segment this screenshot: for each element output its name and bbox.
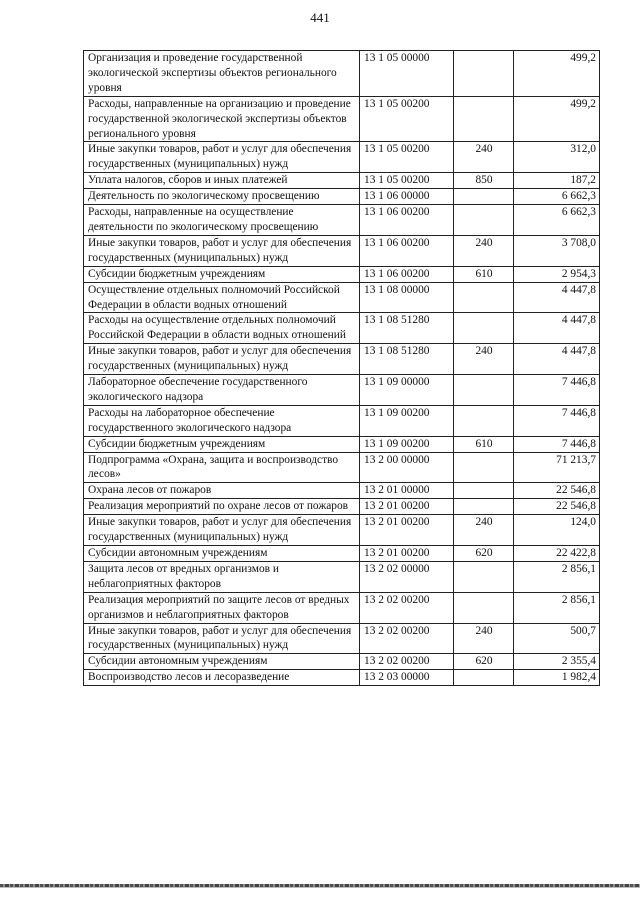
row-code-cell: 13 2 00 00000 (360, 452, 454, 483)
row-code-cell: 13 1 09 00200 (360, 405, 454, 436)
row-name-cell: Субсидии автономным учреждениям (84, 654, 360, 670)
row-name-cell: Иные закупки товаров, работ и услуг для обеспечения государственных (муниципальных) нужд (84, 623, 360, 654)
row-sum-cell: 3 708,0 (514, 235, 600, 266)
row-expense-type-cell: 240 (454, 515, 514, 546)
row-name-cell: Расходы на лабораторное обеспечение государственного экологического надзора (84, 405, 360, 436)
table-row (84, 173, 600, 189)
table-row (84, 313, 600, 344)
budget-table-body (84, 51, 600, 686)
row-sum-cell: 2 954,3 (514, 266, 600, 282)
row-expense-type-cell: 240 (454, 235, 514, 266)
row-name-cell: Иные закупки товаров, работ и услуг для обеспечения государственных (муниципальных) нужд (84, 515, 360, 546)
row-code-cell: 13 2 01 00200 (360, 515, 454, 546)
table-row (84, 344, 600, 375)
row-sum-cell: 22 546,8 (514, 483, 600, 499)
row-sum-cell: 500,7 (514, 623, 600, 654)
row-code-cell: 13 2 01 00000 (360, 483, 454, 499)
row-expense-type-cell: 240 (454, 142, 514, 173)
table-row (84, 282, 600, 313)
row-code-cell: 13 1 05 00200 (360, 142, 454, 173)
row-sum-cell: 312,0 (514, 142, 600, 173)
table-row (84, 670, 600, 686)
row-name-cell: Реализация мероприятий по охране лесов от пожаров (84, 499, 360, 515)
table-row (84, 561, 600, 592)
row-name-cell: Субсидии автономным учреждениям (84, 546, 360, 562)
row-sum-cell: 7 446,8 (514, 436, 600, 452)
row-expense-type-cell: 850 (454, 173, 514, 189)
table-row (84, 405, 600, 436)
table-row (84, 51, 600, 97)
row-name-cell: Осуществление отдельных полномочий Российской Федерации в области водных отношений (84, 282, 360, 313)
table-row (84, 623, 600, 654)
row-sum-cell: 499,2 (514, 96, 600, 142)
row-code-cell: 13 1 05 00000 (360, 51, 454, 97)
table-row (84, 205, 600, 236)
row-sum-cell: 22 546,8 (514, 499, 600, 515)
page-number: 441 (310, 10, 330, 25)
table-row (84, 452, 600, 483)
row-code-cell: 13 2 01 00200 (360, 499, 454, 515)
row-expense-type-cell (454, 96, 514, 142)
row-sum-cell: 6 662,3 (514, 189, 600, 205)
row-sum-cell: 4 447,8 (514, 344, 600, 375)
row-expense-type-cell (454, 313, 514, 344)
row-code-cell: 13 1 05 00200 (360, 96, 454, 142)
table-row (84, 436, 600, 452)
row-sum-cell: 6 662,3 (514, 205, 600, 236)
row-expense-type-cell (454, 375, 514, 406)
row-expense-type-cell (454, 483, 514, 499)
row-name-cell: Субсидии бюджетным учреждениям (84, 266, 360, 282)
row-sum-cell: 22 422,8 (514, 546, 600, 562)
row-expense-type-cell: 240 (454, 623, 514, 654)
row-code-cell: 13 1 06 00200 (360, 205, 454, 236)
table-row (84, 499, 600, 515)
row-expense-type-cell: 610 (454, 436, 514, 452)
row-code-cell: 13 2 02 00200 (360, 623, 454, 654)
table-row (84, 592, 600, 623)
row-code-cell: 13 1 06 00000 (360, 189, 454, 205)
row-sum-cell: 1 982,4 (514, 670, 600, 686)
row-expense-type-cell (454, 282, 514, 313)
row-sum-cell: 2 355,4 (514, 654, 600, 670)
row-name-cell: Расходы, направленные на осуществление деятельности по экологическому просвещению (84, 205, 360, 236)
row-expense-type-cell: 620 (454, 546, 514, 562)
row-sum-cell: 4 447,8 (514, 313, 600, 344)
row-name-cell: Реализация мероприятий по защите лесов от вредных организмов и неблагоприятных факторов (84, 592, 360, 623)
row-sum-cell: 499,2 (514, 51, 600, 97)
row-code-cell: 13 1 05 00200 (360, 173, 454, 189)
row-code-cell: 13 1 06 00200 (360, 266, 454, 282)
row-expense-type-cell (454, 405, 514, 436)
row-name-cell: Иные закупки товаров, работ и услуг для обеспечения государственных (муниципальных) нужд (84, 142, 360, 173)
row-name-cell: Воспроизводство лесов и лесоразведение (84, 670, 360, 686)
row-name-cell: Расходы, направленные на организацию и проведение государственной экологической экспертизы объектов регионального уровня (84, 96, 360, 142)
row-expense-type-cell: 610 (454, 266, 514, 282)
row-name-cell: Деятельность по экологическому просвещению (84, 189, 360, 205)
table-row (84, 515, 600, 546)
row-sum-cell: 124,0 (514, 515, 600, 546)
row-expense-type-cell (454, 561, 514, 592)
row-name-cell: Иные закупки товаров, работ и услуг для обеспечения государственных (муниципальных) нужд (84, 344, 360, 375)
table-row (84, 546, 600, 562)
row-expense-type-cell: 240 (454, 344, 514, 375)
row-name-cell: Организация и проведение государственной экологической экспертизы объектов регионального уровня (84, 51, 360, 97)
table-row (84, 266, 600, 282)
row-code-cell: 13 2 02 00000 (360, 561, 454, 592)
row-code-cell: 13 1 08 51280 (360, 313, 454, 344)
table-row (84, 654, 600, 670)
row-expense-type-cell (454, 51, 514, 97)
row-sum-cell: 4 447,8 (514, 282, 600, 313)
row-expense-type-cell (454, 592, 514, 623)
row-sum-cell: 71 213,7 (514, 452, 600, 483)
row-name-cell: Подпрограмма «Охрана, защита и воспроизводство лесов» (84, 452, 360, 483)
row-code-cell: 13 1 09 00000 (360, 375, 454, 406)
row-name-cell: Иные закупки товаров, работ и услуг для обеспечения государственных (муниципальных) нужд (84, 235, 360, 266)
row-code-cell: 13 2 02 00200 (360, 592, 454, 623)
row-expense-type-cell (454, 189, 514, 205)
row-code-cell: 13 1 09 00200 (360, 436, 454, 452)
row-expense-type-cell: 620 (454, 654, 514, 670)
budget-table (83, 50, 600, 686)
table-row (84, 142, 600, 173)
row-sum-cell: 2 856,1 (514, 592, 600, 623)
row-code-cell: 13 2 01 00200 (360, 546, 454, 562)
row-expense-type-cell (454, 205, 514, 236)
row-name-cell: Защита лесов от вредных организмов и неблагоприятных факторов (84, 561, 360, 592)
row-name-cell: Субсидии бюджетным учреждениям (84, 436, 360, 452)
table-row (84, 96, 600, 142)
row-name-cell: Лабораторное обеспечение государственного экологического надзора (84, 375, 360, 406)
row-name-cell: Уплата налогов, сборов и иных платежей (84, 173, 360, 189)
row-sum-cell: 187,2 (514, 173, 600, 189)
table-row (84, 235, 600, 266)
row-name-cell: Охрана лесов от пожаров (84, 483, 360, 499)
table-row (84, 483, 600, 499)
row-code-cell: 13 1 08 00000 (360, 282, 454, 313)
row-expense-type-cell (454, 499, 514, 515)
row-sum-cell: 2 856,1 (514, 561, 600, 592)
row-code-cell: 13 1 06 00200 (360, 235, 454, 266)
row-code-cell: 13 1 08 51280 (360, 344, 454, 375)
row-sum-cell: 7 446,8 (514, 405, 600, 436)
row-sum-cell: 7 446,8 (514, 375, 600, 406)
row-expense-type-cell (454, 452, 514, 483)
row-expense-type-cell (454, 670, 514, 686)
table-row (84, 189, 600, 205)
table-row (84, 375, 600, 406)
row-name-cell: Расходы на осуществление отдельных полномочий Российской Федерации в области водных отношений (84, 313, 360, 344)
row-code-cell: 13 2 02 00200 (360, 654, 454, 670)
scan-edge-line (0, 887, 640, 888)
row-code-cell: 13 2 03 00000 (360, 670, 454, 686)
